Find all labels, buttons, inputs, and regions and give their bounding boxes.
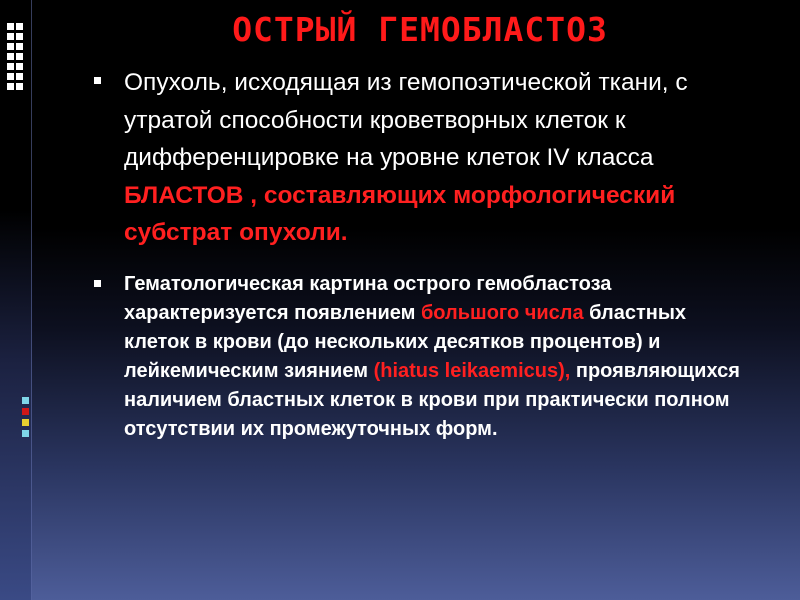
left-divider-line [31, 0, 32, 600]
bullet-text: Опухоль, исходящая из гемопоэтической ткани, с утратой способности кроветворных клеток к дифференцировке на уровне клеток IV класса [124, 69, 688, 171]
bullet-emphasis: большого числа [420, 301, 584, 324]
bullet-item [92, 64, 752, 252]
slide-title: ОСТРЫЙ ГЕМОБЛАСТОЗ [232, 10, 608, 49]
bullet-text: бластных клеток в крови (до нескольких десятков процентов) и лейкемическим зиянием [124, 301, 687, 382]
bullet-square-icon [94, 280, 101, 287]
bullet-list [92, 64, 752, 444]
bullet-text: проявляющихся наличием бластных клеток в крови при практически полном отсутствии их промежуточных форм. [124, 359, 740, 440]
bullet-text: Гематологическая картина острого гемобластоза характеризуется появлением [124, 272, 612, 324]
bullet-square-icon [94, 77, 101, 84]
left-decor-strip [0, 0, 32, 600]
bullet-item [92, 270, 752, 444]
bullet-emphasis: (hiatus leikaemicus), [373, 359, 571, 382]
bullet-emphasis: БЛАСТОВ , составляющих морфологический субстрат опухоли. [124, 181, 676, 246]
